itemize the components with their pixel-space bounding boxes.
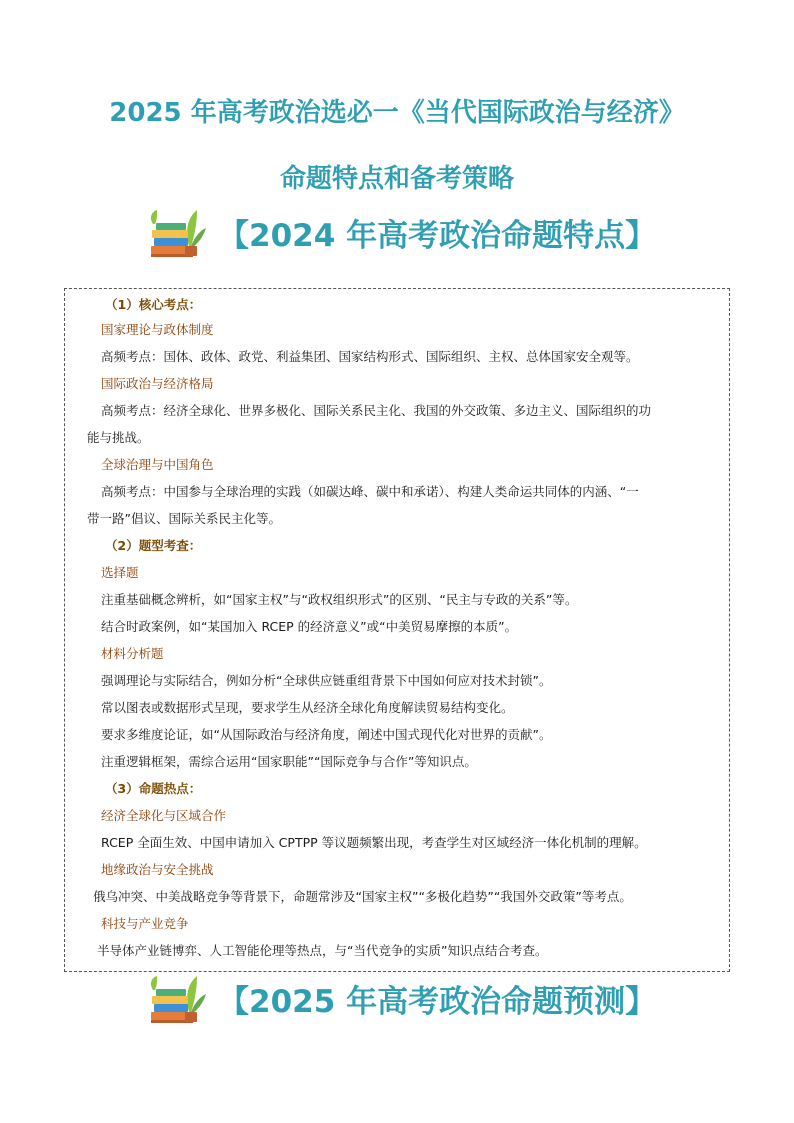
body-line: 高频考点：国体、政体、政党、利益集团、国家结构形式、国际组织、主权、总体国家安全观等。 [101,349,639,364]
section-heading-2025 [0,972,794,1032]
books-plant-icon [145,972,207,1024]
category-label: 选择题 [101,565,139,580]
category-label: 国际政治与经济格局 [101,376,214,391]
body-line: 半导体产业链博弈、人工智能伦理等热点，与“当代竞争的实质”知识点结合考查。 [97,943,548,958]
body-line: RCEP 全面生效、中国申请加入 CPTPP 等议题频繁出现，考查学生对区域经济一体化机制的理解。 [101,835,647,850]
body-line: 高频考点：经济全球化、世界多极化、国际关系民主化、我国的外交政策、多边主义、国际组织的功 [101,403,652,418]
category-label: 全球治理与中国角色 [101,457,214,472]
body-line: 带一路”倡议、国际关系民主化等。 [87,511,281,526]
body-line: 常以图表或数据形式呈现，要求学生从经济全球化角度解读贸易结构变化。 [101,700,514,715]
page-title-line-1: 2025 年高考政治选必一《当代国际政治与经济》 [109,98,685,128]
section-heading-text: 【2025 年高考政治命题预测】 [218,984,657,1020]
section-heading-text: 【2024 年高考政治命题特点】 [218,218,657,254]
body-line: 俄乌冲突、中美战略竞争等背景下，命题常涉及“国家主权”“多极化趋势”“我国外交政策”等考点。 [93,889,632,904]
body-line: 高频考点：中国参与全球治理的实践（如碳达峰、碳中和承诺）、构建人类命运共同体的内涵、“一 [101,484,639,499]
section-heading-2024 [0,206,794,266]
body-line: 注重逻辑框架，需综合运用“国家职能”“国际竞争与合作”等知识点。 [101,754,477,769]
body-line: 能与挑战。 [87,430,150,445]
subsection-hot-topics: （3）命题热点： [105,781,202,796]
category-label: 科技与产业竞争 [101,916,189,931]
page-title-line-2: 命题特点和备考策略 [279,164,514,194]
content-box [64,288,730,972]
books-plant-icon [145,206,207,258]
category-label: 地缘政治与安全挑战 [101,862,214,877]
category-label: 材料分析题 [101,646,164,661]
body-line: 结合时政案例，如“某国加入 RCEP 的经济意义”或“中美贸易摩擦的本质”。 [101,619,518,634]
body-line: 强调理论与实际结合，例如分析“全球供应链重组背景下中国如何应对技术封锁”。 [101,673,552,688]
category-label: 国家理论与政体制度 [101,322,214,337]
subsection-question-types: （2）题型考查： [105,538,202,553]
body-line: 注重基础概念辨析，如“国家主权”与“政权组织形式”的区别、“民主与专政的关系”等。 [101,592,578,607]
category-label: 经济全球化与区域合作 [101,808,227,823]
body-line: 要求多维度论证，如“从国际政治与经济角度，阐述中国式现代化对世界的贡献”。 [101,727,552,742]
subsection-core-points: （1）核心考点： [105,297,202,312]
